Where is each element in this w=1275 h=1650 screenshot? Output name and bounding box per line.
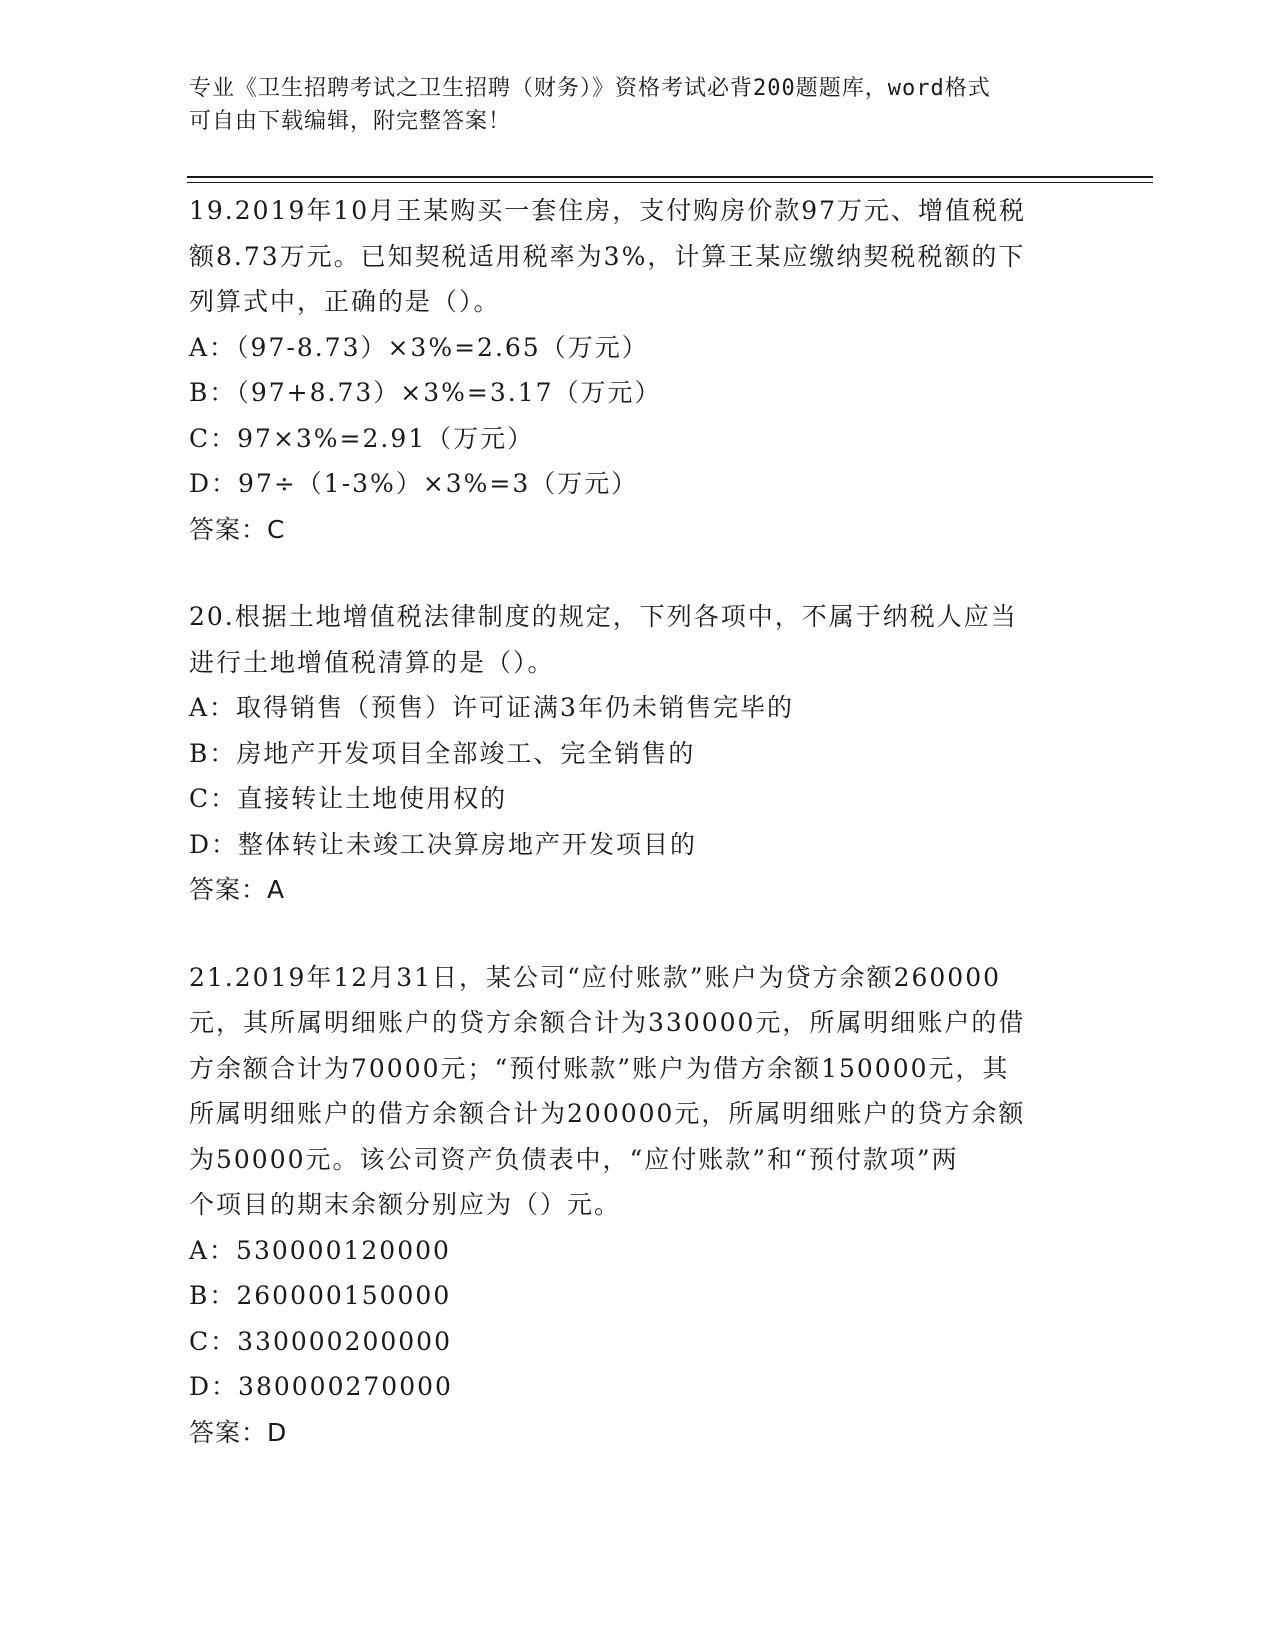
answer: 答案：A bbox=[189, 875, 286, 904]
question-stem-line: 个项目的期末余额分别应为（）元。 bbox=[189, 1190, 622, 1219]
question-stem-line: 元，其所属明细账户的贷方余额合计为330000元，所属明细账户的借 bbox=[189, 1008, 1026, 1037]
option-c: C：97×3%=2.91（万元） bbox=[189, 423, 535, 453]
header-line: 专业《卫生招聘考试之卫生招聘（财务）》资格考试必背200题题库，word格式 bbox=[189, 76, 991, 101]
question-stem-line: 进行土地增值税清算的是（）。 bbox=[189, 647, 555, 677]
header-divider-thin bbox=[187, 182, 1153, 183]
question-stem-line: 方余额合计为70000元；“预付账款”账户为借方余额150000元，其 bbox=[189, 1053, 1010, 1083]
option-a: A：取得销售（预售）许可证满3年仍未销售完毕的 bbox=[189, 693, 794, 722]
question-spacer bbox=[189, 552, 1089, 594]
option-b: B：（97+8.73）×3%=3.17（万元） bbox=[189, 378, 662, 407]
question-list bbox=[189, 188, 1089, 1455]
option-a: A：530000120000 bbox=[189, 1235, 451, 1265]
header-line: 可自由下载编辑，附完整答案！ bbox=[189, 109, 512, 134]
answer: 答案：D bbox=[189, 1417, 288, 1447]
option-b: B：房地产开发项目全部竣工、完全销售的 bbox=[189, 738, 696, 768]
question-19 bbox=[189, 188, 1089, 552]
question-stem-line: 所属明细账户的借方余额合计为200000元，所属明细账户的贷方余额 bbox=[189, 1099, 1026, 1128]
option-d: D：整体转让未竣工决算房地产开发项目的 bbox=[189, 829, 698, 859]
question-20 bbox=[189, 594, 1089, 913]
option-d: D：380000270000 bbox=[189, 1372, 453, 1401]
question-21 bbox=[189, 955, 1089, 1456]
option-c: C：直接转让土地使用权的 bbox=[189, 784, 508, 813]
option-c: C：330000200000 bbox=[189, 1326, 452, 1356]
answer: 答案：C bbox=[189, 514, 286, 544]
question-spacer bbox=[189, 913, 1089, 955]
header-divider bbox=[187, 176, 1153, 178]
document-header bbox=[189, 72, 1069, 138]
question-stem-line: 20.根据土地增值税法律制度的规定，下列各项中，不属于纳税人应当 bbox=[189, 602, 1018, 631]
question-stem-line: 19.2019年10月王某购买一套住房，支付购房价款97万元、增值税税 bbox=[189, 196, 1027, 225]
question-stem-line: 列算式中，正确的是（）。 bbox=[189, 287, 501, 316]
question-stem-line: 21.2019年12月31日，某公司“应付账款”账户为贷方余额260000 bbox=[189, 962, 1002, 992]
option-d: D：97÷（1-3%）×3%=3（万元） bbox=[189, 469, 639, 498]
option-b: B：260000150000 bbox=[189, 1281, 452, 1310]
option-a: A：（97-8.73）×3%=2.65（万元） bbox=[189, 332, 649, 362]
question-stem-line: 为50000元。该公司资产负债表中，“应付账款”和“预付款项”两 bbox=[189, 1144, 959, 1174]
question-stem-line: 额8.73万元。已知契税适用税率为3%，计算王某应缴纳契税税额的下 bbox=[189, 241, 1026, 271]
